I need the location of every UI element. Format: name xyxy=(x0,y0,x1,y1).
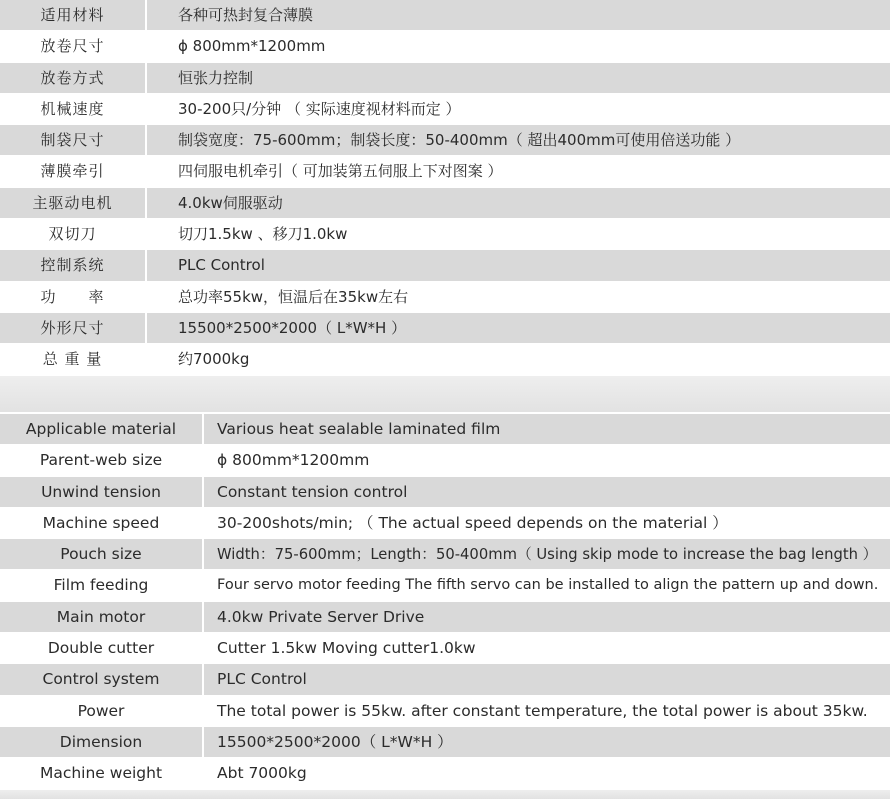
spec-row-dimension-cn xyxy=(0,313,890,344)
spec-value: Constant tension control xyxy=(217,482,408,501)
spec-label: Film feeding xyxy=(53,576,149,595)
spec-value: Abt 7000kg xyxy=(217,764,307,783)
spec-label: Pouch size xyxy=(60,545,142,564)
column-divider xyxy=(202,602,204,632)
column-divider xyxy=(202,758,204,788)
spec-label: Parent-web size xyxy=(39,451,163,470)
spec-row-speed-cn xyxy=(0,94,890,125)
spec-row-unwind-cn xyxy=(0,63,890,94)
column-divider xyxy=(202,539,204,569)
bottom-band xyxy=(0,790,890,799)
column-divider xyxy=(202,664,204,694)
column-divider xyxy=(145,282,147,312)
spec-label: 薄膜牵引 xyxy=(40,162,105,181)
spec-row-material-en xyxy=(0,414,890,445)
spec-label: Dimension xyxy=(59,732,143,751)
column-divider xyxy=(202,570,204,600)
column-divider xyxy=(145,31,147,61)
column-divider xyxy=(145,0,147,30)
spec-label: 总 重 量 xyxy=(42,350,103,369)
chinese-spec-table xyxy=(0,0,890,376)
spec-value: 恒张力控制 xyxy=(178,68,254,87)
spec-row-power-en xyxy=(0,696,890,727)
spec-value: 15500*2500*2000（ L*W*H ） xyxy=(217,732,453,751)
spec-label: Power xyxy=(77,701,125,720)
spec-value: 制袋宽度：75-600mm；制袋长度：50-400mm（ 超出400mm可使用倍送功能 ） xyxy=(178,131,741,150)
spec-value: 4.0kw Private Server Drive xyxy=(217,607,425,626)
spec-row-dimension-en xyxy=(0,727,890,758)
spec-row-weight-cn xyxy=(0,344,890,375)
spec-value: PLC Control xyxy=(217,670,307,689)
column-divider xyxy=(145,63,147,93)
spec-row-main-motor-cn xyxy=(0,188,890,219)
spec-label: Main motor xyxy=(56,607,146,626)
column-divider xyxy=(145,125,147,155)
column-divider xyxy=(202,633,204,663)
column-divider xyxy=(145,156,147,186)
column-divider xyxy=(202,477,204,507)
spec-row-material-cn xyxy=(0,0,890,31)
spec-label: 外形尺寸 xyxy=(40,318,105,337)
spec-label: Machine weight xyxy=(39,764,163,783)
column-divider xyxy=(145,250,147,280)
column-divider xyxy=(145,313,147,343)
column-divider xyxy=(145,219,147,249)
spec-value: ϕ 800mm*1200mm xyxy=(178,37,326,56)
spec-row-cutter-cn xyxy=(0,219,890,250)
spec-label: 放卷方式 xyxy=(40,68,105,87)
spec-label: Control system xyxy=(42,670,160,689)
spec-value: 15500*2500*2000（ L*W*H ） xyxy=(178,318,407,337)
spec-value: Four servo motor feeding The fifth servo can be installed to align the pattern up and down. xyxy=(217,577,879,594)
spec-value: 30-200shots/min; （ The actual speed depends on the material ） xyxy=(217,513,728,532)
english-spec-table xyxy=(0,414,890,790)
spec-label: Machine speed xyxy=(42,513,160,532)
spec-value: 4.0kw伺服驱动 xyxy=(178,193,283,212)
spec-row-roll-size-en xyxy=(0,445,890,476)
spec-label: 控制系统 xyxy=(40,256,105,275)
spec-value: Cutter 1.5kw Moving cutter1.0kw xyxy=(217,639,476,658)
spec-label: 机械速度 xyxy=(40,99,105,118)
column-divider xyxy=(145,188,147,218)
spec-label: 双切刀 xyxy=(48,225,97,244)
spec-label: 功 率 xyxy=(40,287,105,306)
spec-value: 30-200只/分钟 （ 实际速度视材料而定 ） xyxy=(178,99,461,118)
spec-value: 总功率55kw，恒温后在35kw左右 xyxy=(178,287,409,306)
spec-row-unwind-en xyxy=(0,477,890,508)
spec-value: 切刀1.5kw 、移刀1.0kw xyxy=(178,225,348,244)
spec-value: 四伺服电机牵引（ 可加装第五伺服上下对图案 ） xyxy=(178,162,503,181)
spec-value: 约7000kg xyxy=(178,350,250,369)
spec-row-bag-size-cn xyxy=(0,125,890,156)
spec-value: Various heat sealable laminated film xyxy=(217,420,501,438)
spec-row-speed-en xyxy=(0,508,890,539)
spec-label: Double cutter xyxy=(47,639,155,658)
column-divider xyxy=(202,445,204,475)
spec-row-control-cn xyxy=(0,250,890,281)
spec-label: 主驱动电机 xyxy=(32,193,113,212)
spec-row-film-feed-en xyxy=(0,570,890,601)
spec-value: 各种可热封复合薄膜 xyxy=(178,6,314,24)
section-separator-band xyxy=(0,376,890,412)
spec-label: 适用材料 xyxy=(40,6,105,24)
column-divider xyxy=(202,508,204,538)
spec-row-film-feed-cn xyxy=(0,156,890,187)
spec-row-main-motor-en xyxy=(0,602,890,633)
spec-row-roll-size-cn xyxy=(0,31,890,62)
column-divider xyxy=(202,696,204,726)
column-divider xyxy=(145,94,147,124)
spec-label: 放卷尺寸 xyxy=(40,37,105,56)
spec-row-weight-en xyxy=(0,758,890,789)
spec-label: Applicable material xyxy=(25,420,177,438)
spec-value: The total power is 55kw. after constant temperature, the total power is about 35kw. xyxy=(217,701,868,720)
column-divider xyxy=(202,727,204,757)
spec-label: Unwind tension xyxy=(41,482,161,501)
spec-row-pouch-size-en xyxy=(0,539,890,570)
spec-row-power-cn xyxy=(0,282,890,313)
spec-value: Width：75-600mm；Length：50-400mm（ Using skip mode to increase the bag length ） xyxy=(217,546,878,564)
column-divider xyxy=(145,344,147,374)
spec-row-cutter-en xyxy=(0,633,890,664)
spec-value: PLC Control xyxy=(178,256,265,275)
spec-label: 制袋尺寸 xyxy=(40,131,105,150)
spec-row-control-en xyxy=(0,664,890,695)
spec-value: ϕ 800mm*1200mm xyxy=(217,451,370,470)
column-divider xyxy=(202,414,204,444)
